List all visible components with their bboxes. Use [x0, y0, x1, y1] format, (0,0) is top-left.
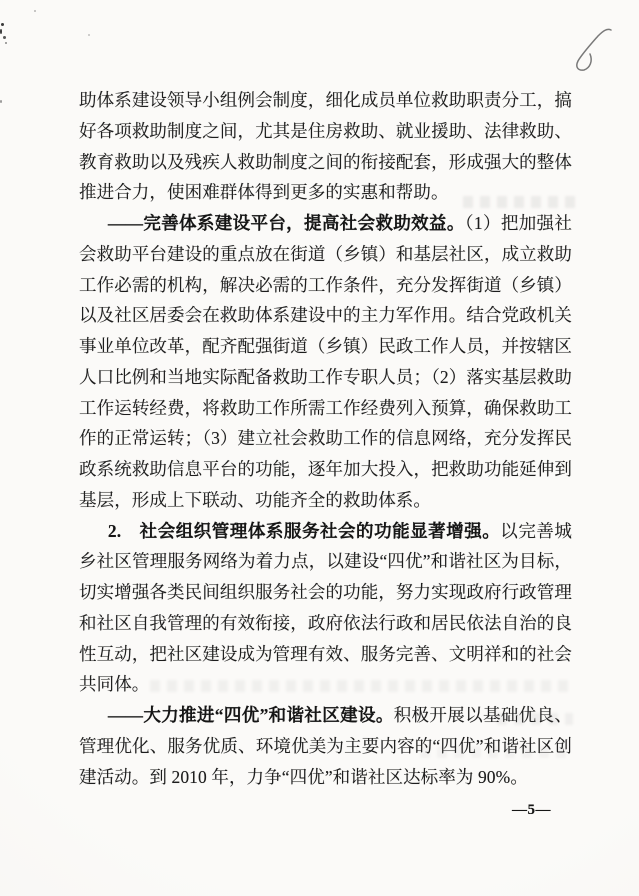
paragraph-numbered-item [79, 516, 572, 701]
paragraph-lead: ——完善体系建设平台，提高社会救助效益。 [107, 213, 465, 233]
scan-speck [0, 100, 2, 103]
paragraph-text: （1）把加强社会救助平台建设的重点放在街道（乡镇）和基层社区，成立救助工作必需的机构，解决必需的工作条件，充分发挥街道（乡镇）以及社区居委会在救助体系建设中的主力军作用。结合党政机关事业单位改革，配齐配强街道（乡镇）民政工作人员，并按辖区人口比例和当地实际配备救助工作专职人员；（2）落实基层救助工作运转经费，将救助工作所需工作经费列入预算，确保救助工作的正常运转；（3）建立社会救助工作的信息网络，充分发挥民政系统救助信息平台的功能，逐年加大投入，把救助功能延伸到基层，形成上下联动、功能齐全的救助体系。 [79, 213, 573, 510]
paragraph-text: 助体系建设领导小组例会制度，细化成员单位救助职责分工，搞好各项救助制度之间，尤其是住房救助、就业援助、法律救助、教育救助以及残疾人救助制度之间的衔接配套，形成强大的整体推进合力，使困难群体得到更多的实惠和帮助。 [79, 90, 572, 203]
paragraph-lead: 2. 社会组织管理体系服务社会的功能显著增强。 [107, 520, 501, 541]
paragraph-dash-item [79, 208, 572, 516]
paragraph-continuation [79, 85, 572, 208]
bleedthrough-smudge [497, 713, 573, 725]
scan-speck [5, 42, 7, 44]
paragraph-text: 以完善城乡社区管理服务网络为着力点，以建设“四优”和谐社区为目标，切实增强各类民间组织服务社会的功能，努力实现政府行政管理和社区自我管理的有效衔接，政府依法行政和居民依法自治的良性互动，把社区建设成为管理有效、服务完善、文明祥和的社会共同体。 [79, 520, 572, 695]
scan-speck [88, 34, 90, 36]
paragraph-lead: ——大力推进“四优”和谐社区建设。 [107, 705, 394, 725]
scan-speck [1, 23, 4, 26]
bleedthrough-smudge [463, 196, 575, 208]
handwritten-pen-mark-icon [568, 26, 614, 78]
bleedthrough-smudge [150, 680, 574, 692]
scan-speck [34, 10, 36, 12]
paragraph-text: 积极开展以基础优良、管理优化、服务优质、环境优美为主要内容的“四优”和谐社区创建活动。到 2010 年，力争“四优”和谐社区达标率为 90%。 [79, 705, 572, 787]
scan-speck [0, 29, 2, 34]
scan-speck [3, 36, 6, 39]
bleedthrough-smudge [420, 746, 572, 758]
page-number: —5— [512, 802, 551, 818]
